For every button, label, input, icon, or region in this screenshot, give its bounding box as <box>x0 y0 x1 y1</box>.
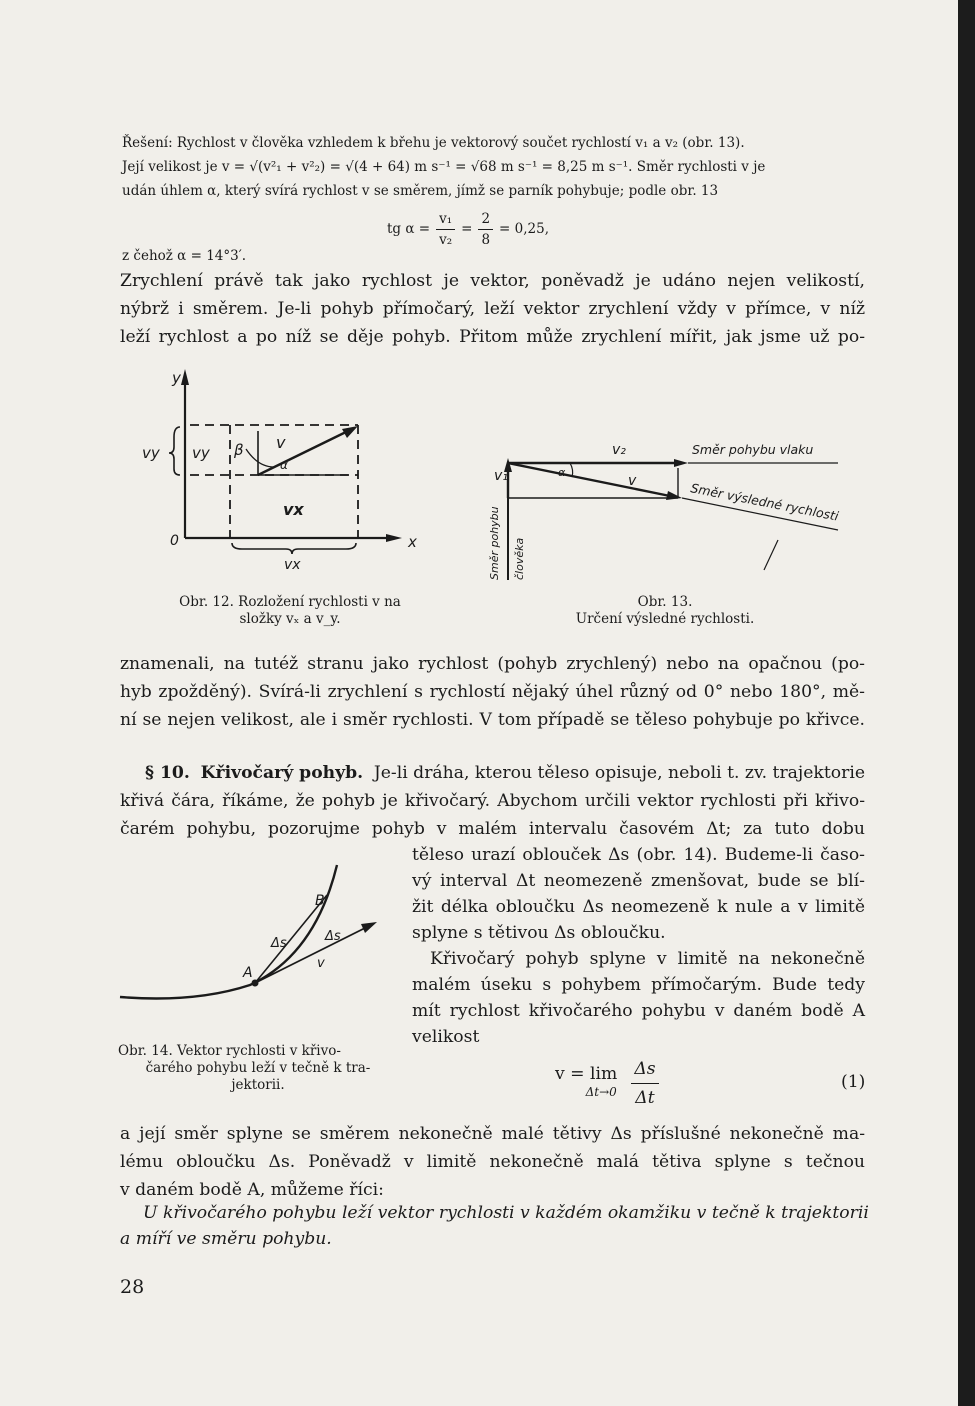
fig12-y-arrowhead <box>181 369 189 385</box>
fig13-label-v1: v₁ <box>494 468 508 484</box>
fig13-label-man-1: Směr pohybu <box>488 506 501 580</box>
fig12-label-vx-inner: vx <box>283 500 304 519</box>
right-line-4: splyne s tětivou Δs obloučku. <box>412 923 666 943</box>
fig13-label-result: Směr výsledné rychlosti <box>689 480 840 524</box>
equation-fraction <box>631 1055 658 1112</box>
fig13-caption <box>540 594 790 628</box>
formula-den-2: 8 <box>481 231 491 248</box>
solution-line-3: udán úhlem α, který svírá rychlost v se směrem, jímž se parník pohybuje; podle obr. 13 <box>122 183 719 199</box>
para1-line-2: nýbrž i směrem. Je-li pohyb přímočarý, leží vektor zrychlení vždy v přímce, v níž <box>120 299 865 319</box>
right-line-1: těleso urazí oblouček Δs (obr. 14). Budeme-li časo- <box>412 845 865 865</box>
fig14-label-A: A <box>243 965 253 981</box>
section-10-line-1 <box>145 759 865 787</box>
fig12-vx-brace <box>232 543 356 554</box>
fig13-label-v2: v₂ <box>612 442 626 458</box>
equation-limit: Δt→0 <box>585 1085 617 1099</box>
fig12-label-alpha: α <box>280 458 288 472</box>
formula-lhs: tg α = <box>387 221 431 237</box>
para1-line-3: leží rychlost a po níž se děje pohyb. Přitom může zrychlení mířit, jak jsme už po- <box>120 327 865 347</box>
fig13-label-v: v <box>628 473 637 489</box>
fig12-label-vy-outer: vy <box>142 444 160 462</box>
equation-den: Δt <box>635 1087 655 1108</box>
figure-12 <box>140 355 440 590</box>
solution-line-2: Její velikost je v = √(v²₁ + v²₂) = √(4 + 64) m s⁻¹ = √68 m s⁻¹ = 8,25 m s⁻¹. Směr rychlosti v je <box>122 159 766 175</box>
rule-line-2: a míří ve směru pohybu. <box>120 1229 332 1249</box>
para3-line-3: v daném bodě A, můžeme říci: <box>120 1180 384 1200</box>
fig13-v-arrowhead <box>666 491 682 500</box>
fig14-label-ds-chord: Δs <box>325 929 341 944</box>
para2-line-2: hyb zpožděný). Svírá-li zrychlení s rychlostí nějaký úhel různý od 0° nebo 180°, mě- <box>120 682 865 702</box>
fig13-caption-line-2: Určení výsledné rychlosti. <box>575 611 755 627</box>
fig14-label-B: B <box>315 893 325 909</box>
fig14-trajectory <box>120 865 337 999</box>
fig12-label-y: y <box>172 369 181 387</box>
fig12-label-vx-outer: vx <box>284 557 301 573</box>
equation-num: Δs <box>631 1055 658 1084</box>
para3-line-2: lému obloučku Δs. Poněvadž v limitě nekonečně malá tětiva splyne s tečnou <box>120 1152 865 1172</box>
fig12-label-vy-inner: vy <box>192 444 210 462</box>
fig12-label-v: v <box>276 433 286 452</box>
section-number: § 10. <box>145 763 190 783</box>
fig12-label-beta: β <box>234 441 244 459</box>
section-line-3: čarém pohybu, pozorujme pohyb v malém intervalu časovém Δt; za tuto dobu <box>120 819 865 839</box>
equation-number: (1) <box>841 1072 866 1092</box>
solution-line-1: Řešení: Rychlost v člověka vzhledem k břehu je vektorový součet rychlostí v₁ a v₂ (obr. 13). <box>122 135 745 151</box>
right-line-7: mít rychlost křivočarého pohybu v daném bodě A <box>412 1001 865 1021</box>
fig14-label-v: v <box>317 956 325 971</box>
fig12-label-x: x <box>408 533 417 551</box>
para1-line-1: Zrychlení právě tak jako rychlost je vektor, poněvadž je udáno nejen velikostí, <box>120 271 865 291</box>
fig12-label-origin: 0 <box>170 533 179 549</box>
fig13-label-train: Směr pohybu vlaku <box>692 442 814 457</box>
para2-line-3: ní se nejen velikost, ale i směr rychlosti. V tom případě se těleso pohybuje po křivce. <box>120 710 865 730</box>
figure-14 <box>115 855 395 1015</box>
equation-1 <box>555 1058 659 1108</box>
fig14-caption-line-2: čarého pohybu leží v tečně k tra- <box>145 1060 371 1076</box>
fig13-leader <box>764 540 778 570</box>
fig13-v-vector <box>508 463 670 496</box>
rule-line-1: U křivočarého pohybu leží vektor rychlosti v každém okamžiku v tečně k trajektorii <box>143 1203 869 1223</box>
right-line-2: vý interval Δt neomezeně zmenšovat, bude se blí- <box>412 871 865 891</box>
fig13-label-alpha: α <box>558 466 566 479</box>
fig12-x-arrowhead <box>386 534 402 542</box>
fig14-caption-line-3: jektorii. <box>231 1077 285 1093</box>
tangent-formula: tg α = $\frac{\text{v₁}}{\text{v₂}}$ = $\frac{2}{8}$ = 0,25, <box>387 210 549 248</box>
right-line-8: velikost <box>412 1027 480 1047</box>
section-title: Křivočarý pohyb. <box>200 763 364 783</box>
formula-fraction-1 <box>436 209 455 250</box>
para3-line-1: a její směr splyne se směrem nekonečně malé tětivy Δs příslušné nekonečně ma- <box>120 1124 865 1144</box>
fig14-v-arrowhead <box>361 922 377 933</box>
fig12-v-arrowhead <box>342 426 358 438</box>
formula-result: = 0,25, <box>499 221 549 237</box>
formula-num-1: v₁ <box>436 209 455 230</box>
fig12-vy-brace <box>169 427 180 475</box>
solution-line-4: z čehož α = 14°3′. <box>122 248 247 264</box>
right-line-6: malém úseku s pohybem přímočarým. Bude tedy <box>412 975 865 995</box>
equation-lim <box>555 1065 617 1101</box>
fig12-v-vector <box>258 431 348 475</box>
page-edge-shadow <box>958 0 975 1406</box>
fig12-caption-line-1: Obr. 12. Rozložení rychlosti v na <box>179 594 401 610</box>
figure-13 <box>478 430 863 590</box>
right-line-5: Křivočarý pohyb splyne v limitě na nekonečně <box>430 949 865 969</box>
formula-fraction-2 <box>478 209 493 250</box>
page-number: 28 <box>120 1276 145 1298</box>
fig14-caption-line-1: Obr. 14. Vektor rychlosti v křivo- <box>118 1043 341 1059</box>
fig13-v2-arrowhead <box>674 459 688 467</box>
formula-den-1: v₂ <box>439 231 453 248</box>
fig12-caption-line-2: složky vₓ a v_y. <box>239 611 341 627</box>
section-line-2: křivá čára, říkáme, že pohyb je křivočarý. Abychom určili vektor rychlosti při křivo- <box>120 791 865 811</box>
fig14-label-ds-arc: Δs <box>271 936 287 951</box>
formula-num-2: 2 <box>478 209 493 230</box>
right-line-3: žit délka obloučku Δs neomezeně k nule a v limitě <box>412 897 865 917</box>
para2-line-1: znamenali, na tutéž stranu jako rychlost (pohyb zrychlený) nebo na opačnou (po- <box>120 654 865 674</box>
fig13-caption-line-1: Obr. 13. <box>637 594 693 610</box>
fig14-caption <box>118 1043 398 1094</box>
fig13-label-man-2: člověka <box>513 537 526 580</box>
equation-lhs: v = lim <box>555 1064 618 1084</box>
fig12-beta-arc <box>246 449 274 467</box>
section-line-1-rest: Je-li dráha, kterou těleso opisuje, neboli t. zv. trajektorie <box>373 763 865 783</box>
fig12-caption <box>140 594 440 628</box>
